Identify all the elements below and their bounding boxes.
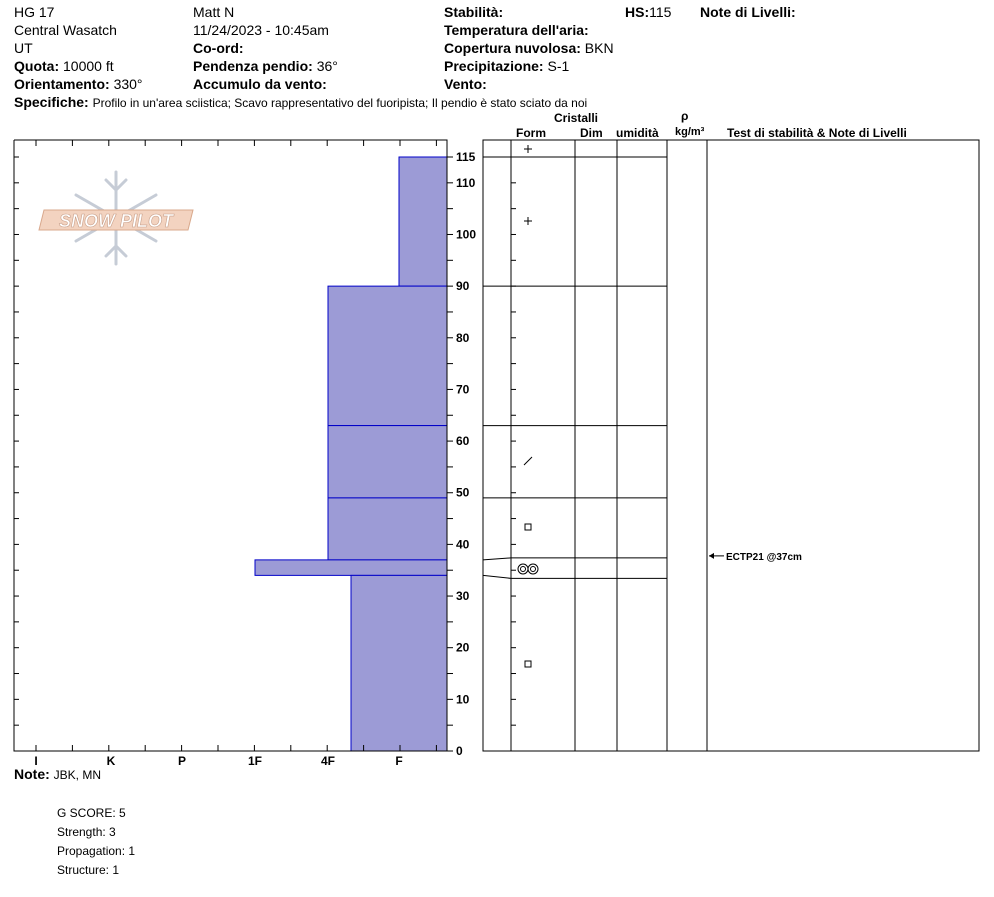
cloud-label: Copertura nuvolosa: <box>444 40 581 56</box>
grain-form-symbol <box>528 564 538 574</box>
coord-label: Co-ord: <box>193 40 244 56</box>
wind-label: Vento: <box>444 76 487 92</box>
grain-form-symbol <box>525 661 531 667</box>
x-tick-label: F <box>395 754 403 768</box>
logo-text: SNOW PILOT <box>59 211 173 231</box>
grain-form-symbol <box>525 524 531 530</box>
grain-form-symbol <box>531 567 536 572</box>
col-crystals: Cristalli <box>554 111 599 125</box>
header-location-id: HG 17 <box>14 4 55 20</box>
col-moisture: umidità <box>616 126 659 140</box>
hs-value: 115 <box>649 4 672 20</box>
test-marker-arrow <box>709 553 714 559</box>
footer-line-gscore: G SCORE: 5 <box>57 806 126 820</box>
col-rho: ρ <box>681 109 689 123</box>
y-tick-label: 110 <box>456 175 476 190</box>
air-temp-label: Temperatura dell'aria: <box>444 22 589 38</box>
col-dim: Dim <box>580 126 603 140</box>
quota-label: Quota: <box>14 58 60 74</box>
x-tick-label: 4F <box>320 754 336 768</box>
footer-note <box>14 766 101 783</box>
footer-line-structure: Structure: 1 <box>57 863 120 877</box>
specs-label: Specifiche: <box>14 94 89 110</box>
orientation-label: Orientamento: <box>14 76 110 92</box>
x-tick-label: K <box>106 754 116 768</box>
footer-line-propagation: Propagation: 1 <box>57 844 136 858</box>
header-location-range: Central Wasatch <box>14 22 117 38</box>
layer-bar-5 <box>351 575 447 751</box>
layer-table-frame <box>483 140 979 751</box>
footer-line-strength: Strength: 3 <box>57 825 116 839</box>
layer-bar-4 <box>255 560 447 575</box>
y-tick-label: 10 <box>456 692 470 707</box>
quota-value: 10000 ft <box>63 58 114 74</box>
test-label: ECTP21 @37cm <box>726 551 802 563</box>
slope-label: Pendenza pendio: <box>193 58 313 74</box>
orientation-value: 330° <box>113 76 143 92</box>
x-tick-label: P <box>177 754 187 768</box>
grain-form-symbol <box>524 457 532 465</box>
wind-load-label: Accumulo da vento: <box>193 76 327 92</box>
layer-bar-2 <box>328 426 447 498</box>
snow-pilot-logo <box>39 172 193 264</box>
header-observer: Matt N <box>193 4 235 20</box>
x-tick-label: 1F <box>247 754 263 768</box>
y-tick-label: 90 <box>456 279 470 294</box>
stability-label: Stabilità: <box>444 4 504 20</box>
hs-label: HS: <box>625 4 650 20</box>
layer-bar-3 <box>328 498 447 560</box>
col-form: Form <box>516 126 546 140</box>
y-tick-label: 40 <box>456 537 470 552</box>
specs-value: Profilo in un'area sciistica; Scavo rappresentativo del fuoripista; Il pendio è stato sciato da noi <box>92 96 588 110</box>
cloud-value: BKN <box>584 40 614 56</box>
precip-label: Precipitazione: <box>444 58 544 74</box>
grain-form-symbol <box>521 567 526 572</box>
header-datetime: 11/24/2023 - 10:45am <box>193 22 329 38</box>
y-tick-label: 60 <box>456 434 470 449</box>
y-tick-label: 70 <box>456 382 470 397</box>
header-location-state: UT <box>14 40 33 56</box>
col-density-unit: kg/m³ <box>675 126 705 138</box>
y-tick-label: 100 <box>456 227 477 242</box>
y-tick-label: 20 <box>456 640 470 655</box>
y-tick-label: 0 <box>456 744 463 758</box>
precip-value: S-1 <box>547 58 570 74</box>
note-value: JBK, MN <box>53 768 102 782</box>
slope-value: 36° <box>316 58 338 74</box>
layer-bar-1 <box>328 286 447 425</box>
y-tick-label: 80 <box>456 330 470 345</box>
y-tick-label: 115 <box>456 150 476 164</box>
layer-notes-label: Note di Livelli: <box>700 4 796 20</box>
y-tick-label: 50 <box>456 485 470 500</box>
col-tests: Test di stabilità & Note di Livelli <box>727 126 907 140</box>
x-tick-label: I <box>34 754 38 768</box>
layer-bar-0 <box>399 157 447 286</box>
note-label: Note: <box>14 766 50 782</box>
y-tick-label: 30 <box>456 589 470 604</box>
grain-form-symbol <box>518 564 528 574</box>
